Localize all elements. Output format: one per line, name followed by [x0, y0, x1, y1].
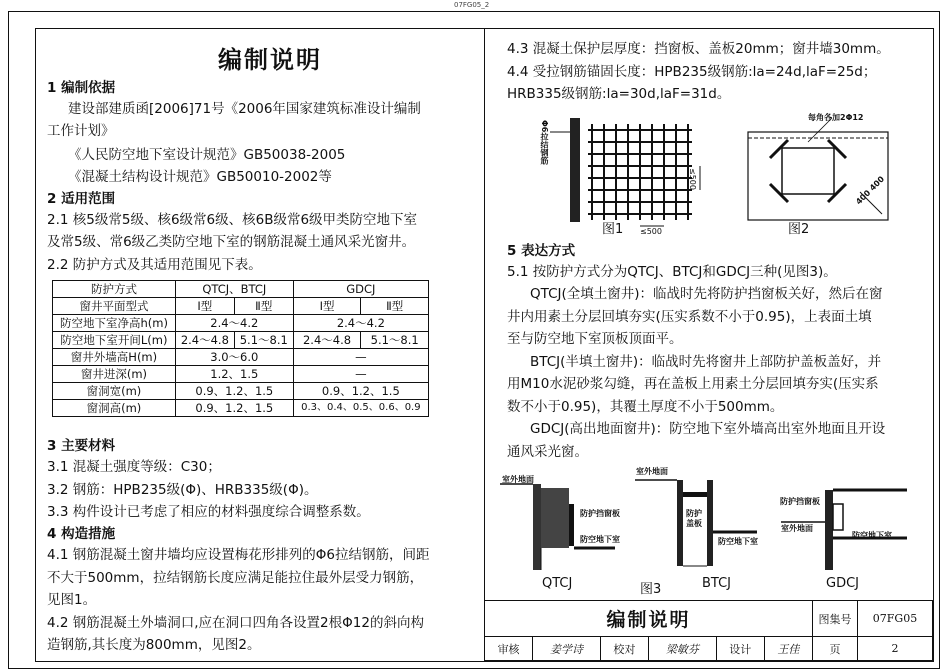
section-4-line: 4.1 钢筋混凝土窗井墙均应设置梅花形排列的Φ6拉结钢筋，间距 [47, 547, 430, 563]
table-cell: Ⅰ型 [175, 298, 234, 315]
table-row [53, 400, 429, 417]
table-cell: 窗洞宽(m) [53, 383, 176, 400]
page-number: 2 [858, 637, 933, 661]
table-cell: 0.9、1.2、1.5 [175, 400, 293, 417]
table-row [485, 637, 933, 661]
table-row [53, 383, 429, 400]
fig3-basement-label: 防空地下室 [718, 537, 758, 546]
section-5-line: 至与防空地下室顶板顶面平。 [507, 331, 683, 347]
section-5-line: 通风采光窗。 [507, 444, 588, 460]
fig3-qtcj-label: QTCJ [542, 576, 573, 591]
section-5-line: 5.1 按防护方式分为QTCJ、BTCJ和GDCJ三种(见图3)。 [507, 264, 837, 280]
section-5-heading: 5 表达方式 [507, 243, 576, 259]
fig3-basement-label: 防空地下室 [852, 531, 892, 540]
table-cell: 0.9、1.2、1.5 [293, 383, 428, 400]
title-block-title: 编制说明 [485, 601, 813, 637]
review-label: 审核 [485, 637, 533, 661]
table-cell: Ⅱ型 [234, 298, 293, 315]
section-2-line: 2.1 核5级常5级、核6级常6级、核6B级常6级甲类防空地下室 [47, 212, 418, 228]
table-cell: — [293, 349, 428, 366]
table-cell: 2.4～4.8 [175, 332, 234, 349]
figure-2-opening-rebar [742, 112, 892, 227]
fig3-shield-label: 防护挡窗板 [780, 497, 820, 506]
section-5-line: GDCJ(高出地面窗井)：防空地下室外墙高出室外地面且开设 [530, 421, 886, 437]
table-cell: 防护方式 [53, 281, 176, 298]
section-3-heading: 3 主要材料 [47, 438, 116, 454]
fig3-basement-label: 防空地下室 [580, 535, 620, 544]
sheet-code: 07FG05_2 [454, 1, 490, 9]
table-cell: 5.1～8.1 [234, 332, 293, 349]
table-cell: 窗井进深(m) [53, 366, 176, 383]
fig3-btcj-label: BTCJ [702, 576, 732, 591]
section-1-line: 《人民防空地下室设计规范》GB50038-2005 [68, 147, 346, 163]
fig3-cover-label: 防护 [686, 509, 702, 518]
check-label: 校对 [600, 637, 648, 661]
table-cell: QTCJ、BTCJ [175, 281, 293, 298]
section-2-heading: 2 适用范围 [47, 191, 116, 207]
table-cell: 窗井平面型式 [53, 298, 176, 315]
section-5-line: 用M10水泥砂浆勾缝，再在盖板上用素土分层回填夯实(压实系 [507, 376, 879, 392]
section-4-line: 4.2 钢筋混凝土外墙洞口,应在洞口四角各设置2根Φ12的斜向构 [47, 615, 424, 631]
table-cell: Ⅱ型 [361, 298, 429, 315]
design-name: 王佳 [764, 637, 812, 661]
table-row [53, 349, 429, 366]
table-row [53, 298, 429, 315]
protection-table [52, 280, 429, 417]
fig1-dim-v: ≤500 [688, 168, 697, 190]
table-row [485, 601, 933, 637]
table-row [53, 315, 429, 332]
fig3-outdoor-label: 室外地面 [636, 467, 668, 476]
fig1-dim-h: ≤500 [640, 227, 662, 236]
fig3-outdoor-label: 室外地面 [502, 475, 534, 484]
table-row [53, 281, 429, 298]
table-row [53, 332, 429, 349]
page-label: 页 [813, 637, 858, 661]
table-cell: GDCJ [293, 281, 428, 298]
table-cell: 2.4～4.2 [293, 315, 428, 332]
check-name: 梁敏芬 [648, 637, 716, 661]
fig3-gdcj-label: GDCJ [826, 576, 859, 591]
table-cell: 1.2、1.5 [175, 366, 293, 383]
table-cell: 5.1～8.1 [361, 332, 429, 349]
section-4-line: HRB335级钢筋:la=30d,laF=31d。 [507, 86, 731, 102]
section-4-line: 不大于500mm，拉结钢筋长度应满足能拉住最外层受力钢筋， [47, 570, 424, 586]
section-1-line: 建设部建质函[2006]71号《2006年国家建筑标准设计编制 [68, 101, 421, 117]
tie-rebar-label: Φ6拉结钢筋 [540, 120, 549, 165]
table-cell: 0.3、0.4、0.5、0.6、0.9 [293, 400, 428, 417]
fig3-shield-label: 防护挡窗板 [580, 509, 620, 518]
table-row [53, 366, 429, 383]
table-cell: 防空地下室开间L(m) [53, 332, 176, 349]
figure-1-caption: 图1 [602, 222, 624, 237]
table-cell: 防空地下室净高h(m) [53, 315, 176, 332]
title-block [484, 600, 933, 661]
fig3-cover-label: 盖板 [686, 519, 702, 528]
section-5-line: 井内用素土分层回填夯实(压实系数不小于0.95)，上表面土填 [507, 309, 872, 325]
fig3-outdoor-label: 室外地面 [781, 524, 813, 533]
design-label: 设计 [716, 637, 764, 661]
table-cell: 2.4～4.2 [175, 315, 293, 332]
figure-2-caption: 图2 [788, 222, 810, 237]
main-title: 编制说明 [218, 46, 322, 74]
section-3-line: 3.2 钢筋：HPB235级(Φ)、HRB335级(Φ)。 [47, 482, 318, 498]
table-cell: 窗井外墙高H(m) [53, 349, 176, 366]
section-4-line: 见图1。 [47, 592, 97, 608]
fig2-note: 每角各加2Φ12 [808, 113, 864, 122]
table-cell: 窗洞高(m) [53, 400, 176, 417]
fig2-dim: 400 400 [854, 174, 887, 207]
section-5-line: QTCJ(全填土窗井)：临战时先将防护挡窗板关好，然后在窗 [530, 286, 883, 302]
column-divider [484, 28, 485, 600]
table-cell: 3.0～6.0 [175, 349, 293, 366]
atlas-number: 07FG05 [858, 601, 933, 637]
table-cell: 0.9、1.2、1.5 [175, 383, 293, 400]
review-name: 姜学诗 [533, 637, 601, 661]
section-2-line: 2.2 防护方式及其适用范围见下表。 [47, 257, 262, 273]
section-3-line: 3.3 构件设计已考虑了相应的材料强度综合调整系数。 [47, 504, 370, 520]
atlas-label: 图集号 [813, 601, 858, 637]
section-1-line: 《混凝土结构设计规范》GB50010-2002等 [68, 169, 332, 185]
section-4-line: 4.4 受拉钢筋锚固长度：HPB235级钢筋:la=24d,laF=25d； [507, 64, 877, 80]
section-3-line: 3.1 混凝土强度等级：C30； [47, 459, 221, 475]
table-cell: 2.4～4.8 [293, 332, 361, 349]
section-1-line: 工作计划》 [47, 123, 115, 139]
section-5-line: 数不小于0.95)，其覆土厚度不小于500mm。 [507, 399, 784, 415]
section-1-heading: 1 编制依据 [47, 80, 116, 96]
section-4-heading: 4 构造措施 [47, 526, 116, 542]
figure-3-well-types [495, 470, 925, 580]
section-5-line: BTCJ(半填土窗井)：临战时先将窗井上部防护盖板盖好，并 [530, 354, 882, 370]
table-cell: Ⅰ型 [293, 298, 361, 315]
section-4-line: 4.3 混凝土保护层厚度：挡窗板、盖板20mm；窗井墙30mm。 [507, 41, 890, 57]
table-cell: — [293, 366, 428, 383]
section-4-line: 造钢筋,其长度为800mm，见图2。 [47, 637, 261, 653]
section-2-line: 及常5级、常6级乙类防空地下室的钢筋混凝土通风采光窗井。 [47, 234, 416, 250]
figure-3-caption: 图3 [640, 582, 662, 597]
